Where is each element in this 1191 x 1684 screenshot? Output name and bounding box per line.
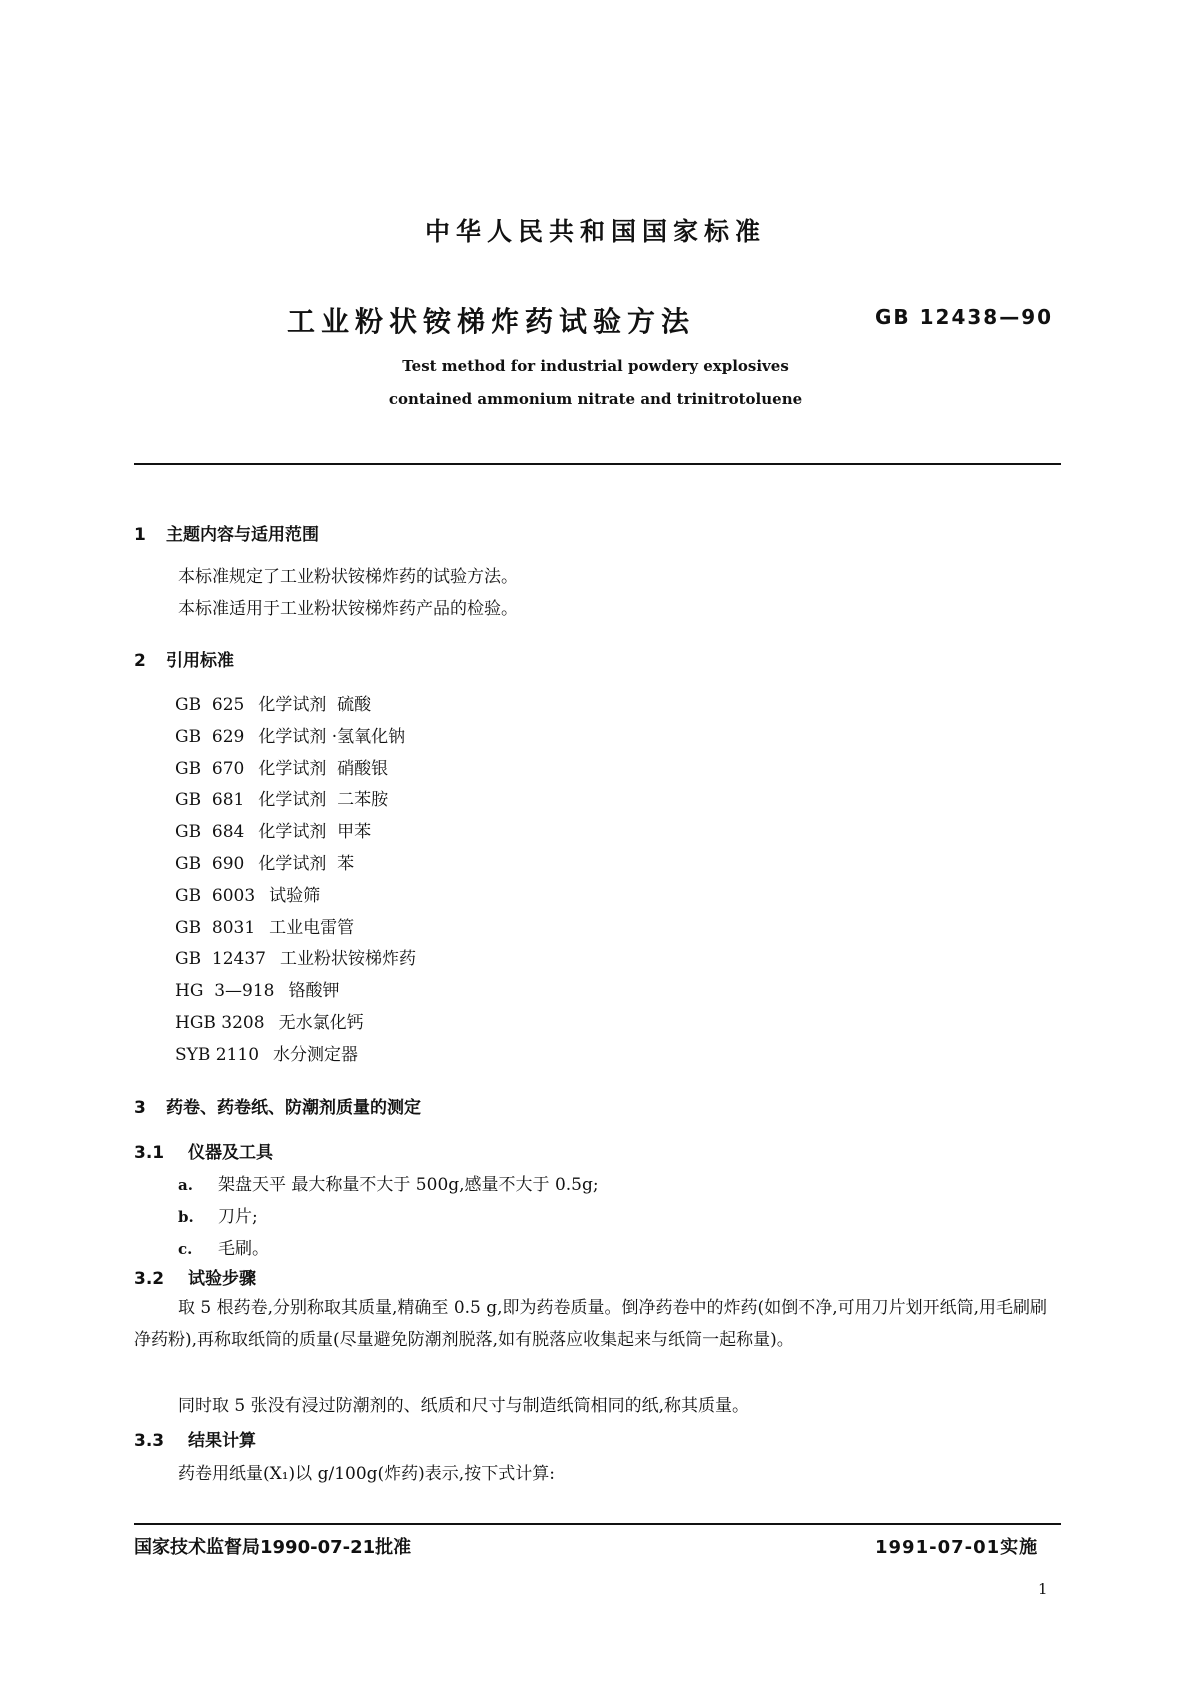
reference-code: GB 670 bbox=[175, 758, 245, 779]
section-3-3-title: 结果计算 bbox=[188, 1431, 256, 1451]
section-1-paragraph-1: 本标准规定了工业粉状铵梯炸药的试验方法。 bbox=[178, 567, 518, 587]
page-number: 1 bbox=[1038, 1580, 1048, 1598]
reference-name: 无水氯化钙 bbox=[278, 1013, 364, 1033]
reference-name: 工业粉状铵梯炸药 bbox=[279, 949, 416, 970]
header-divider bbox=[134, 463, 1061, 465]
reference-code: GB 6003 bbox=[175, 885, 256, 906]
reference-name: 化学试剂 甲苯 bbox=[258, 822, 372, 843]
section-3-2-heading bbox=[134, 1264, 256, 1289]
reference-row bbox=[175, 913, 354, 938]
reference-name: 工业电雷管 bbox=[269, 917, 355, 938]
reference-row bbox=[175, 976, 339, 1001]
reference-code: GB 690 bbox=[175, 854, 245, 874]
approval-date: 国家技术监督局1990-07-21批准 bbox=[134, 1537, 412, 1558]
national-standard-heading: 中华人民共和国国家标准 bbox=[424, 217, 766, 246]
section-3-1-heading bbox=[134, 1138, 273, 1163]
reference-row bbox=[175, 1008, 364, 1033]
reference-code: SYB 2110 bbox=[175, 1044, 260, 1065]
reference-name: 化学试剂 ·氢氧化钠 bbox=[258, 726, 406, 747]
section-2-number: 2 bbox=[134, 651, 146, 671]
reference-row bbox=[175, 1040, 358, 1065]
section-3-2-paragraph-2: 同时取 5 张没有浸过防潮剂的、纸质和尺寸与制造纸筒相同的纸,称其质量。 bbox=[178, 1396, 750, 1416]
reference-name: 水分测定器 bbox=[273, 1044, 359, 1065]
section-3-title: 药卷、药卷纸、防潮剂质量的测定 bbox=[166, 1098, 421, 1118]
reference-row bbox=[175, 785, 388, 810]
reference-name: 化学试剂 苯 bbox=[258, 854, 355, 874]
reference-code: GB 8031 bbox=[175, 917, 256, 938]
section-3-2-number: 3.2 bbox=[134, 1269, 165, 1289]
section-2-heading bbox=[134, 646, 234, 671]
reference-name: 铬酸钾 bbox=[288, 981, 340, 1002]
reference-name: 化学试剂 硝酸银 bbox=[258, 758, 389, 779]
reference-row bbox=[175, 754, 388, 779]
reference-code: HG 3—918 bbox=[175, 981, 275, 1002]
section-1-paragraph-2: 本标准适用于工业粉状铵梯炸药产品的检验。 bbox=[178, 599, 518, 619]
reference-name: 试验筛 bbox=[269, 885, 321, 906]
reference-row bbox=[175, 944, 416, 969]
footer-divider bbox=[134, 1523, 1061, 1525]
english-title-line-2: contained ammonium nitrate and trinitrotoluene bbox=[388, 390, 803, 408]
reference-row bbox=[175, 881, 320, 906]
section-3-2-title: 试验步骤 bbox=[188, 1269, 256, 1289]
list-marker: a. bbox=[178, 1176, 193, 1194]
list-marker: c. bbox=[178, 1240, 193, 1258]
list-text: 毛刷。 bbox=[218, 1239, 269, 1259]
section-2-title: 引用标准 bbox=[166, 651, 234, 671]
section-3-heading bbox=[134, 1093, 421, 1118]
section-1-number: 1 bbox=[134, 525, 146, 545]
section-1-title: 主题内容与适用范围 bbox=[166, 525, 319, 545]
english-title-line-1: Test method for industrial powdery explosives bbox=[402, 357, 789, 375]
list-text: 刀片; bbox=[218, 1207, 258, 1227]
section-3-1-title: 仪器及工具 bbox=[188, 1143, 273, 1163]
list-marker: b. bbox=[178, 1208, 194, 1226]
reference-row bbox=[175, 722, 405, 747]
section-3-1-number: 3.1 bbox=[134, 1143, 165, 1163]
reference-name: 化学试剂 二苯胺 bbox=[258, 790, 389, 811]
effective-date: 1991-07-01实施 bbox=[875, 1537, 1039, 1558]
list-item bbox=[178, 1170, 599, 1195]
list-text: 架盘天平 最大称量不大于 500g,感量不大于 0.5g; bbox=[218, 1175, 599, 1195]
reference-code: GB 681 bbox=[175, 790, 245, 811]
standard-code: GB 12438—90 bbox=[875, 305, 1054, 329]
section-1-heading bbox=[134, 520, 319, 545]
reference-code: HGB 3208 bbox=[175, 1013, 265, 1033]
reference-row bbox=[175, 690, 371, 715]
reference-row bbox=[175, 817, 371, 842]
section-3-3-paragraph-1: 药卷用纸量(X₁)以 g/100g(炸药)表示,按下式计算: bbox=[178, 1464, 555, 1484]
reference-code: GB 625 bbox=[175, 695, 245, 715]
reference-code: GB 629 bbox=[175, 726, 245, 747]
section-3-number: 3 bbox=[134, 1098, 146, 1118]
reference-code: GB 12437 bbox=[175, 949, 266, 970]
list-item bbox=[178, 1234, 269, 1259]
document-title: 工业粉状铵梯炸药试验方法 bbox=[287, 305, 696, 338]
list-item bbox=[178, 1202, 258, 1227]
section-3-2-paragraph-1: 取 5 根药卷,分别称取其质量,精确至 0.5 g,即为药卷质量。倒净药卷中的炸药(如倒不净,可用刀片划开纸筒,用毛刷刷净药粉),再称取纸筒的质量(尽量避免防潮剂脱落,如有脱落应收集起来与纸筒一起称量)。 bbox=[134, 1298, 1047, 1350]
section-3-3-number: 3.3 bbox=[134, 1431, 165, 1451]
reference-name: 化学试剂 硫酸 bbox=[258, 695, 372, 715]
reference-row bbox=[175, 849, 354, 874]
reference-code: GB 684 bbox=[175, 822, 245, 843]
section-3-3-heading bbox=[134, 1426, 256, 1451]
